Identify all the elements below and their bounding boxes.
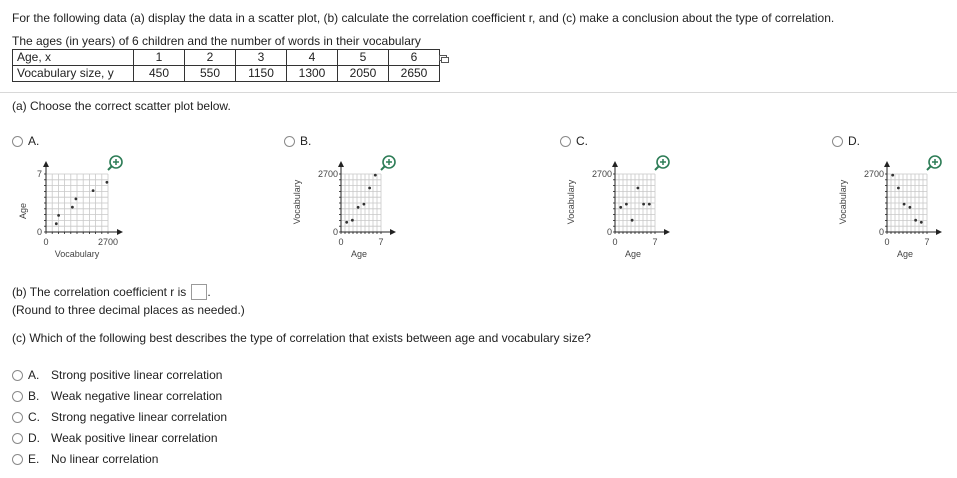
plot-option-d[interactable] [832, 134, 860, 148]
x-tick-zero: 0 [338, 237, 344, 247]
x-axis-arrow [390, 229, 396, 235]
y-axis-arrow [884, 161, 890, 167]
plot-option-a[interactable] [12, 134, 39, 148]
data-point [75, 198, 78, 201]
data-point [891, 174, 894, 177]
option-letter: E. [28, 452, 40, 466]
data-point [351, 219, 354, 222]
vocab-cell: 2650 [389, 66, 440, 82]
y-tick-zero: 0 [36, 227, 42, 237]
table-row-age [13, 50, 440, 66]
radio-correlation-a[interactable] [12, 370, 23, 381]
y-tick-top: 2700 [591, 169, 612, 179]
option-label: C. [576, 134, 588, 148]
y-axis-label: Vocabulary [292, 179, 302, 225]
age-cell: 6 [389, 50, 440, 66]
age-cell: 3 [236, 50, 287, 66]
zoom-in-icon[interactable] [655, 156, 669, 170]
age-cell: 2 [185, 50, 236, 66]
data-point [363, 203, 366, 206]
option-label: B. [300, 134, 312, 148]
y-tick-top: 7 [36, 169, 42, 179]
x-axis-arrow [936, 229, 942, 235]
data-point [909, 206, 912, 209]
row-label-age: Age, x [13, 50, 134, 66]
x-tick-zero: 0 [884, 237, 890, 247]
zoom-in-icon[interactable] [108, 156, 122, 170]
scatter-plot-b [286, 150, 406, 265]
data-point [648, 203, 651, 206]
data-point [357, 206, 360, 209]
vocab-cell: 450 [134, 66, 185, 82]
scatter-plot-c [560, 150, 680, 265]
part-c-prompt: (c) Which of the following best describes the type of correlation that exists between age and vocabulary size? [12, 331, 591, 345]
radio-correlation-c[interactable] [12, 412, 23, 423]
correlation-option-a[interactable] [12, 368, 222, 382]
vocab-cell: 1150 [236, 66, 287, 82]
data-point [914, 219, 917, 222]
y-axis-arrow [612, 161, 618, 167]
correlation-option-c[interactable] [12, 410, 227, 424]
data-point [637, 187, 640, 190]
correlation-option-b[interactable] [12, 389, 222, 403]
option-label: D. [848, 134, 860, 148]
vocab-cell: 550 [185, 66, 236, 82]
data-point [345, 221, 348, 224]
radio-option-a[interactable] [12, 136, 23, 147]
radio-option-b[interactable] [284, 136, 295, 147]
period: . [207, 285, 211, 299]
age-cell: 1 [134, 50, 185, 66]
x-tick-end: 7 [652, 237, 658, 247]
x-tick-zero: 0 [43, 237, 49, 247]
option-text: Strong negative linear correlation [51, 410, 228, 424]
scatter-plot-d [832, 150, 952, 265]
part-b-prompt: (b) The correlation coefficient r is [12, 285, 187, 299]
y-axis-label: Vocabulary [838, 179, 848, 225]
data-point [374, 174, 377, 177]
data-point [71, 206, 74, 209]
row-label-vocab: Vocabulary size, y [13, 66, 134, 82]
x-tick-end: 7 [378, 237, 384, 247]
y-tick-zero: 0 [332, 227, 338, 237]
data-point [92, 189, 95, 192]
data-point [57, 214, 60, 217]
x-axis-label: Age [350, 249, 368, 259]
correlation-answer-input[interactable] [191, 284, 207, 300]
correlation-option-d[interactable] [12, 431, 218, 445]
y-axis-arrow [338, 161, 344, 167]
part-b-prompt-row [12, 284, 211, 300]
data-point [897, 187, 900, 190]
x-tick-zero: 0 [612, 237, 618, 247]
vocab-cell: 1300 [287, 66, 338, 82]
option-letter: B. [28, 389, 40, 403]
question-intro: For the following data (a) display the data in a scatter plot, (b) calculate the correlation coefficient r, and (c) make a conclusion about the type of correlation. [12, 11, 835, 25]
option-text: Weak negative linear correlation [51, 389, 223, 403]
section-divider [0, 92, 957, 93]
radio-correlation-b[interactable] [12, 391, 23, 402]
option-text: Weak positive linear correlation [51, 431, 218, 445]
zoom-in-icon[interactable] [381, 156, 395, 170]
table-row-vocab [13, 66, 440, 82]
age-cell: 4 [287, 50, 338, 66]
scatter-plot-a [14, 150, 134, 265]
data-table [12, 49, 440, 82]
y-tick-top: 2700 [317, 169, 338, 179]
x-axis-label: Vocabulary [54, 249, 100, 259]
data-point [55, 222, 58, 225]
option-letter: A. [28, 368, 40, 382]
y-axis-label: Vocabulary [566, 179, 576, 225]
y-tick-zero: 0 [878, 227, 884, 237]
data-point [106, 181, 109, 184]
x-tick-end: 2700 [97, 237, 119, 247]
data-point [920, 221, 923, 224]
data-point [368, 187, 371, 190]
option-text: Strong positive linear correlation [51, 368, 223, 382]
table-caption: The ages (in years) of 6 children and the number of words in their vocabulary [12, 34, 421, 48]
y-axis-label: Age [18, 202, 28, 220]
option-letter: D. [28, 431, 40, 445]
x-axis-arrow [117, 229, 123, 235]
radio-correlation-e[interactable] [12, 454, 23, 465]
x-axis-arrow [664, 229, 670, 235]
option-letter: C. [28, 410, 40, 424]
radio-option-c[interactable] [560, 136, 571, 147]
vocab-cell: 2050 [338, 66, 389, 82]
data-point [619, 206, 622, 209]
correlation-option-e[interactable] [12, 452, 158, 466]
zoom-in-icon[interactable] [927, 156, 941, 170]
data-point [631, 219, 634, 222]
part-a-prompt: (a) Choose the correct scatter plot below. [12, 99, 231, 113]
plot-option-c[interactable] [560, 134, 588, 148]
y-axis-arrow [43, 161, 49, 167]
copy-table-icon[interactable] [439, 55, 449, 63]
y-tick-zero: 0 [606, 227, 612, 237]
radio-option-d[interactable] [832, 136, 843, 147]
data-point [625, 203, 628, 206]
y-tick-top: 2700 [863, 169, 884, 179]
data-point [642, 203, 645, 206]
radio-correlation-d[interactable] [12, 433, 23, 444]
age-cell: 5 [338, 50, 389, 66]
rounding-note: (Round to three decimal places as needed.) [12, 303, 245, 317]
x-tick-end: 7 [924, 237, 930, 247]
x-axis-label: Age [624, 249, 642, 259]
option-label: A. [28, 134, 40, 148]
data-point [903, 203, 906, 206]
plot-option-b[interactable] [284, 134, 311, 148]
x-axis-label: Age [896, 249, 914, 259]
option-text: No linear correlation [51, 452, 159, 466]
